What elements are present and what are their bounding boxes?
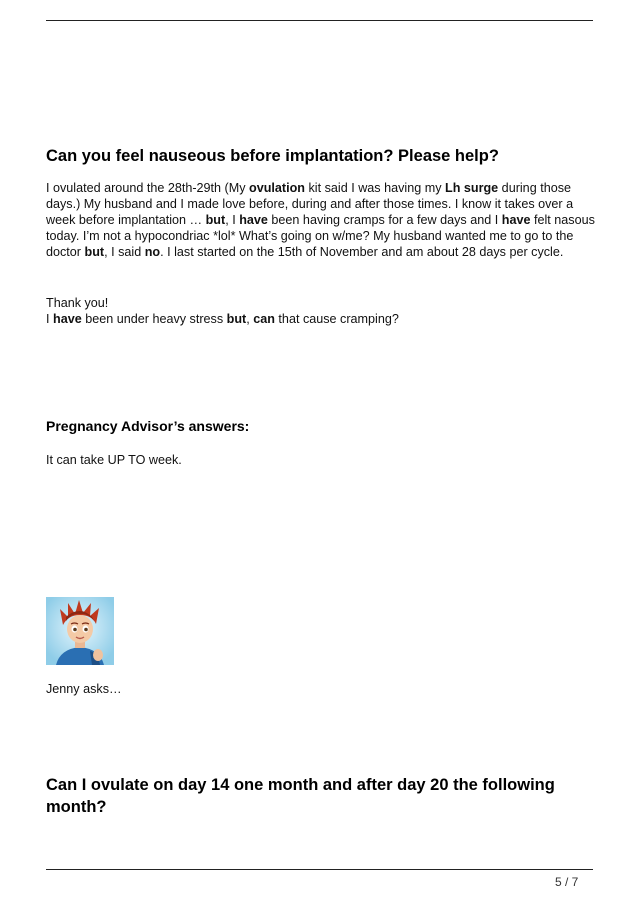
page-number: 5 / 7 [555,875,579,889]
keyword-bold: Lh surge [445,181,499,195]
text-run: I ovulated around the 28th-29th (My [46,181,250,195]
keyword-bold: have [53,312,82,326]
footer-rule [46,869,593,870]
question-title: Can you feel nauseous before implantation? Please help? [46,147,499,165]
text-run: . I last started on the 15th of November and am about 28 days per cycle. [160,245,564,259]
asker-line: Jenny asks… [46,682,122,696]
text-run: been having cramps for a few days and I [267,213,502,227]
keyword-bold: but [205,213,226,227]
text-run: , I said [104,245,145,259]
question-body [46,180,596,260]
question-title: Can I ovulate on day 14 one month and after day 20 the following month? [46,776,555,816]
keyword-bold: can [253,312,275,326]
text-run: , [246,312,254,326]
text-run: felt nasous today. I’m not a hypocondriac *lol* What’s going on w/me? My husband wanted me to go to the doctor [46,213,595,259]
answers-heading: Pregnancy Advisor’s answers: [46,418,250,434]
text-run: that cause cramping? [274,312,399,326]
text-run: kit said I was having my [305,181,445,195]
question-closing [46,295,596,327]
text-run: during those days.) My husband and I made love before, during and after those times. I know it takes over a week before implantation … [46,181,574,227]
header-rule [46,20,593,21]
keyword-bold: ovulation [249,181,306,195]
avatar [46,597,114,665]
thanks-text: Thank you! [46,296,109,310]
text-run: I [46,312,53,326]
keyword-bold: have [239,213,268,227]
answer-text: It can take UP TO week. [46,453,182,467]
cartoon-avatar-icon [46,597,114,665]
keyword-bold: have [501,213,531,227]
keyword-bold: but [226,312,247,326]
keyword-bold: but [84,245,105,259]
keyword-bold: no [144,245,161,259]
text-run: been under heavy stress [81,312,227,326]
text-run: , I [225,213,240,227]
